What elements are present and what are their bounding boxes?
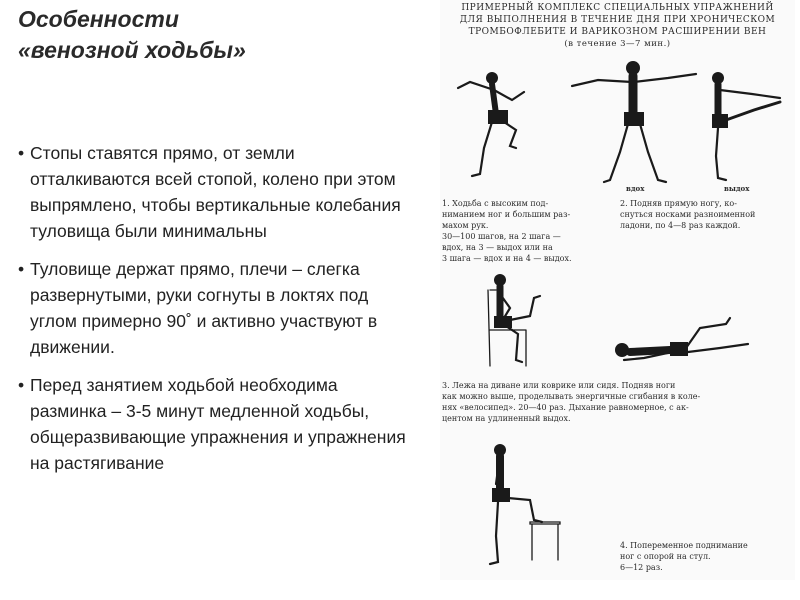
bullet-item bbox=[18, 372, 418, 476]
exercise-4-caption: 4. Попеременное поднимание ног с опорой на стул. 6—12 раз. bbox=[620, 541, 748, 572]
exercise-4-figure bbox=[470, 440, 570, 570]
exercise-3-figure-lying bbox=[610, 308, 760, 368]
slide-title bbox=[18, 4, 418, 66]
bullet-item bbox=[18, 140, 418, 244]
sheet-header-line: ПРИМЕРНЫЙ КОМПЛЕКС СПЕЦИАЛЬНЫХ УПРАЖНЕНИЙ bbox=[461, 3, 774, 13]
label-inhale: вдох bbox=[626, 184, 645, 193]
bullet-marker: • bbox=[18, 143, 25, 163]
bullet-item bbox=[18, 256, 418, 360]
exercise-1-caption: 1. Ходьба с высоким под- ниманием ног и большим раз- махом рук. 30—100 шагов, на 2 шага — вдох, на 3 — выдох или на 3 шага — вдох и на 4 — выдох. bbox=[442, 199, 572, 263]
scanned-exercise-sheet bbox=[440, 0, 795, 580]
exercise-3-caption: 3. Лежа на диване или коврике или сидя. Подняв ноги как можно выше, проделывать энергичные сгибания в коле- нях «велосипед». 20—40 раз. Дыхание равномерное, с ак- центом на удлиненный выдох. bbox=[442, 381, 701, 423]
bullet-text: Стопы ставятся прямо, от земли отталкиваются всей стопой, колено при этом выпрямлено, чтобы вертикальные колебания туловища были минимальны bbox=[30, 143, 401, 241]
label-exhale: выдох bbox=[724, 184, 750, 193]
exercise-3-figure-seated bbox=[480, 270, 550, 370]
exercise-2-figure-exhale bbox=[702, 66, 790, 193]
bullet-text: Перед занятием ходьбой необходима разминка – 3-5 минут медленной ходьбы, общеразвивающие упражнения и упражнения на растягивание bbox=[30, 375, 406, 473]
exercise-2-caption: 2. Подняв прямую ногу, ко- снуться носками разноименной ладони, по 4—8 раз каждой. bbox=[620, 199, 756, 230]
sheet-header-duration: (в течение 3—7 мин.) bbox=[564, 39, 671, 49]
sheet-header-line: ДЛЯ ВЫПОЛНЕНИЯ В ТЕЧЕНИЕ ДНЯ ПРИ ХРОНИЧЕСКОМ bbox=[459, 15, 776, 25]
sheet-header bbox=[440, 2, 795, 50]
title-line-2: «венозной ходьбы» bbox=[18, 37, 246, 63]
exercise-2-figure-inhale bbox=[558, 56, 708, 193]
title-line-1: Особенности bbox=[18, 6, 179, 32]
sheet-header-line: ТРОМБОФЛЕБИТЕ И ВАРИКОЗНОМ РАСШИРЕНИИ ВЕН bbox=[468, 27, 767, 37]
exercise-1-figure bbox=[450, 66, 530, 181]
bullet-marker: • bbox=[18, 259, 25, 279]
bullet-text: Туловище держат прямо, плечи – слегка развернутыми, руки согнуты в локтях под углом примерно 90˚ и активно участвуют в движении. bbox=[30, 259, 378, 357]
bullet-marker: • bbox=[18, 375, 25, 395]
bullet-list bbox=[18, 140, 418, 488]
